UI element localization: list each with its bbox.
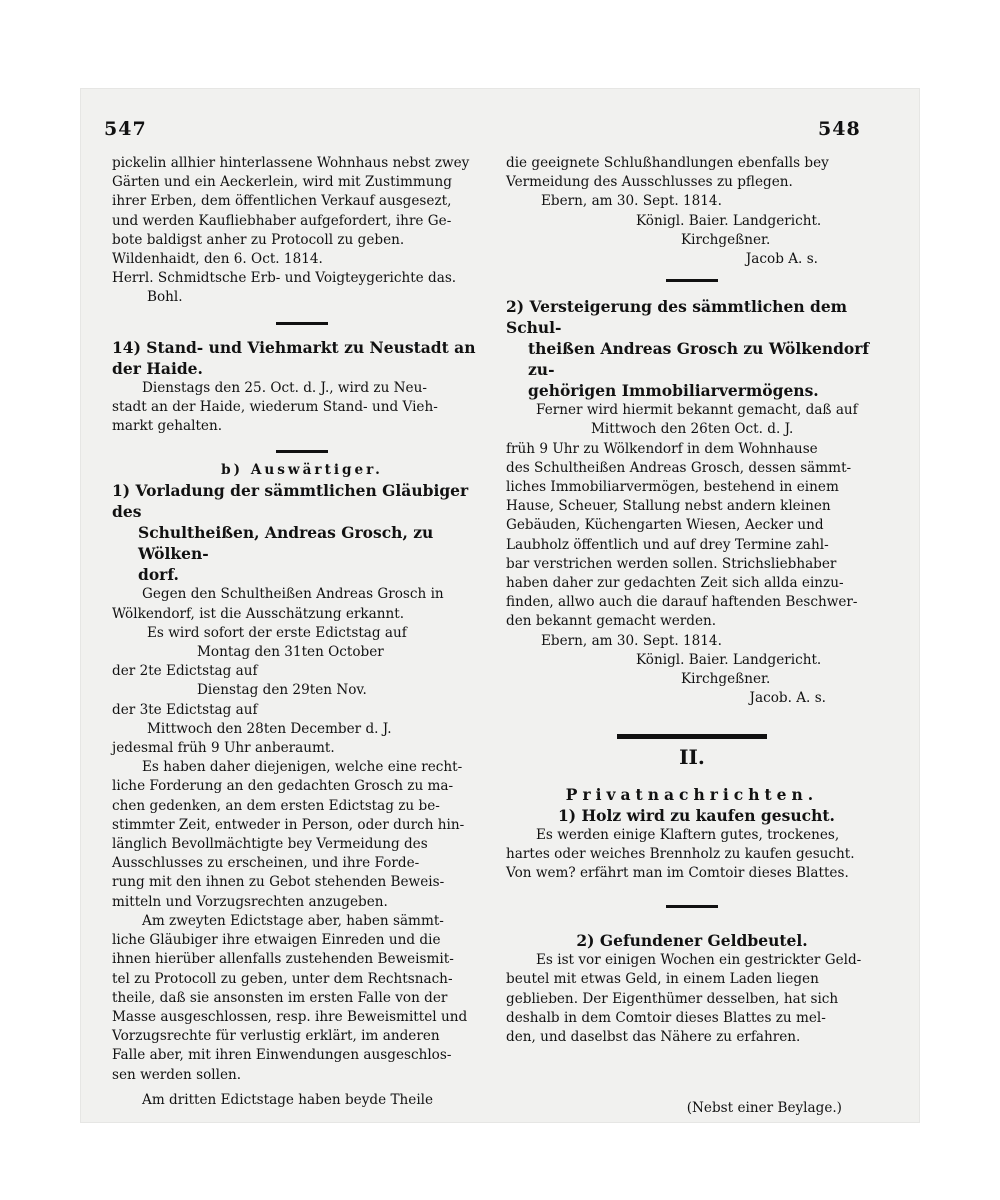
text-line: Hause, Scheuer, Stallung nebst andern kleinen (506, 498, 831, 515)
text-line: liche Gläubiger ihre etwaigen Einreden und die (112, 932, 441, 949)
edict-line: der 3te Edictstag auf (112, 701, 258, 718)
item-1-heading-line: dorf. (138, 565, 179, 585)
separator-rule (666, 905, 718, 908)
supplement-note: (Nebst einer Beylage.) (686, 1100, 842, 1117)
text-line: chen gedenken, an dem ersten Edictstag zu be- (112, 797, 440, 814)
text-line: Gegen den Schultheißen Andreas Grosch in (142, 586, 444, 603)
place-date: Ebern, am 30. Sept. 1814. (541, 632, 722, 649)
place-date: Wildenhaidt, den 6. Oct. 1814. (112, 251, 323, 268)
text-line: Es haben daher diejenigen, welche eine recht- (142, 759, 463, 776)
official-name: Kirchgeßner. (681, 231, 771, 248)
ad-1-heading: 1) Holz wird zu kaufen gesucht. (558, 805, 835, 825)
sale-notice-text (112, 154, 492, 250)
text-line: die geeignete Schlußhandlungen ebenfalls bey (506, 155, 829, 171)
item-2-heading-line: gehörigen Immobiliarvermögens. (528, 381, 819, 401)
edict-date: Montag den 31ten October (197, 644, 384, 661)
text-line: stimmter Zeit, entweder in Person, oder durch hin- (112, 816, 465, 833)
text-line: bote baldigst anher zu Protocoll zu geben. (112, 231, 405, 248)
page-number-left: 547 (104, 118, 147, 140)
edict-time: jedesmal früh 9 Uhr anberaumt. (112, 740, 335, 757)
left-column (112, 154, 492, 1110)
separator-rule (666, 279, 718, 282)
section-number: II. (679, 745, 705, 770)
text-line: bar verstrichen werden sollen. Strichsliebhaber (506, 555, 837, 572)
text-line: geblieben. Der Eigenthümer desselben, hat sich (506, 990, 839, 1007)
text-line: finden, allwo auch die darauf haftenden Beschwer- (506, 594, 858, 611)
text-line: Laubholz öffentlich und auf drey Termine zahl- (506, 536, 829, 553)
text-line: Von wem? erfährt man im Comtoir dieses Blattes. (506, 865, 849, 882)
edict-date: Dienstag den 29ten Nov. (197, 682, 367, 699)
section-title: Privatnachrichten. (565, 785, 819, 805)
court-name: Königl. Baier. Landgericht. (636, 651, 822, 668)
text-line: Gärten und ein Aeckerlein, wird mit Zustimmung (112, 174, 452, 191)
ad-2-heading: 2) Gefundener Geldbeutel. (576, 931, 808, 951)
edict-date: Mittwoch den 28ten December d. J. (147, 720, 392, 737)
page-number-right: 548 (818, 118, 861, 140)
text-line: haben daher zur gedachten Zeit sich allda einzu- (506, 575, 844, 592)
place-date: Ebern, am 30. Sept. 1814. (541, 193, 722, 210)
text-line: Am zweyten Edictstage aber, haben sämmt- (142, 912, 444, 929)
item-2-heading-line: 2) Versteigerung des sämmtlichen dem Schul- (506, 297, 848, 338)
text-line: Dienstags den 25. Oct. d. J., wird zu Neu- (142, 379, 427, 396)
signature: Bohl. (147, 289, 183, 306)
text-line: liche Forderung an den gedachten Grosch zu ma- (112, 778, 454, 795)
separator-rule (276, 450, 328, 453)
text-line: markt gehalten. (112, 418, 223, 435)
text-line: Gebäuden, Küchengarten Wiesen, Aecker und (506, 517, 824, 534)
item-14-heading-line: 14) Stand- und Viehmarkt zu Neustadt an (112, 337, 476, 357)
text-line: den bekannt gemacht werden. (506, 613, 717, 630)
item-1-heading-line: 1) Vorladung der sämmtlichen Gläubiger des (112, 481, 469, 522)
text-line: hartes oder weiches Brennholz zu kaufen gesucht. (506, 845, 855, 862)
text-line: Es werden einige Klaftern gutes, trockenes, (536, 826, 840, 843)
text-line: Ferner wird hiermit bekannt gemacht, daß auf (536, 402, 858, 419)
edict-line: Es wird sofort der erste Edictstag auf (147, 624, 407, 641)
text-line: tel zu Protocoll zu geben, unter dem Rechtsnach- (112, 970, 453, 987)
text-line: Masse ausgeschlossen, resp. ihre Beweismittel und (112, 1008, 468, 1025)
text-line: liches Immobiliarvermögen, bestehend in einem (506, 479, 839, 496)
text-line: ihnen hierüber allenfalls zustehenden Beweismit- (112, 951, 454, 968)
text-line: Ausschlusses zu erscheinen, und ihre Forde- (112, 855, 420, 872)
signature: Jacob. A. s. (749, 690, 826, 707)
text-line: Wölkendorf, ist die Ausschätzung erkannt. (112, 605, 405, 622)
right-column (506, 154, 878, 1119)
official-name: Kirchgeßner. (681, 671, 771, 688)
text-line: Es ist vor einigen Wochen ein gestrickter Geld- (536, 952, 862, 969)
text-line: und werden Kaufliebhaber aufgefordert, ihre Ge- (112, 212, 452, 229)
section-rule (617, 734, 767, 739)
text-line: Vorzugsrechte für verlustig erklärt, im anderen (112, 1028, 440, 1045)
text-line: des Schultheißen Andreas Grosch, dessen sämmt- (506, 459, 852, 476)
text-line: länglich Bevollmächtigte bey Vermeidung des (112, 836, 428, 853)
separator-rule (276, 322, 328, 325)
court-name: Herrl. Schmidtsche Erb- und Voigteygerichte das. (112, 270, 457, 287)
court-name: Königl. Baier. Landgericht. (636, 212, 822, 229)
item-2-heading-line: theißen Andreas Grosch zu Wölkendorf zu- (528, 339, 870, 380)
text-line: rung mit den ihnen zu Gebot stehenden Beweis- (112, 874, 445, 891)
item-1-heading-line: Schultheißen, Andreas Grosch, zu Wölken- (138, 523, 434, 564)
text-line: pickelin allhier hinterlassene Wohnhaus nebst zwey (112, 155, 470, 171)
text-line: mitteln und Vorzugsrechten anzugeben. (112, 893, 388, 910)
item-14-heading-line: der Haide. (112, 358, 203, 378)
signature: Jacob A. s. (745, 251, 818, 268)
text-line: Vermeidung des Ausschlusses zu pflegen. (506, 174, 793, 191)
text-line: früh 9 Uhr zu Wölkendorf in dem Wohnhause (506, 440, 818, 457)
text-line: ihrer Erben, dem öffentlichen Verkauf ausgesezt, (112, 193, 452, 210)
text-line: Falle aber, mit ihren Einwendungen ausgeschlos- (112, 1047, 452, 1064)
section-heading-auswaertiger: b) Auswärtiger. (221, 462, 383, 479)
text-line: theile, daß sie ansonsten im ersten Falle von der (112, 989, 448, 1006)
text-line: beutel mit etwas Geld, in einem Laden liegen (506, 971, 819, 988)
edict-line: der 2te Edictstag auf (112, 663, 258, 680)
text-line: sen werden sollen. (112, 1066, 242, 1083)
text-line: den, und daselbst das Nähere zu erfahren. (506, 1029, 801, 1046)
text-line: stadt an der Haide, wiederum Stand- und Vieh- (112, 398, 438, 415)
auction-date: Mittwoch den 26ten Oct. d. J. (591, 421, 794, 438)
text-line: Am dritten Edictstage haben beyde Theile (142, 1091, 434, 1108)
text-line: deshalb in dem Comtoir dieses Blattes zu mel- (506, 1009, 826, 1026)
